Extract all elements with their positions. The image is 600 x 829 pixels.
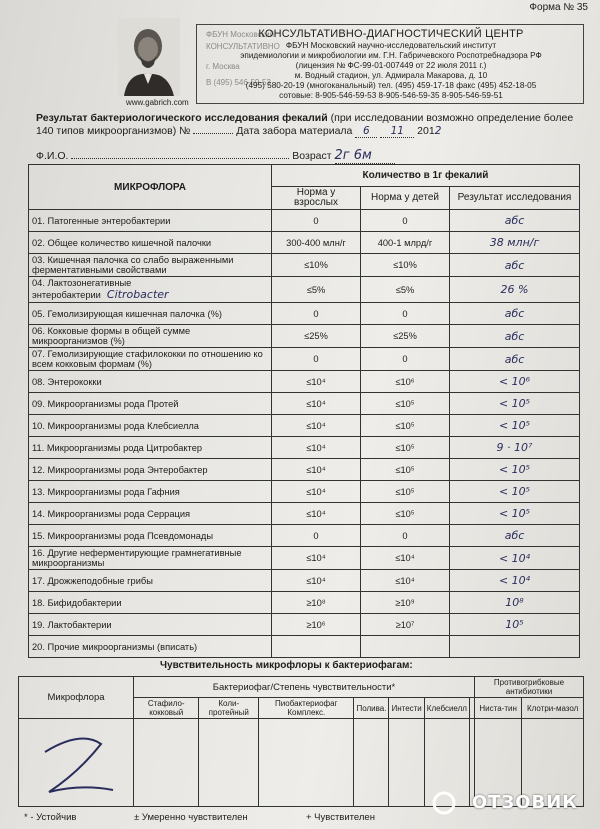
row-adult-norm-text: 0 <box>313 215 319 226</box>
row-result <box>450 570 580 592</box>
row-name-text: 02. Общее количество кишечной палочки <box>32 237 212 248</box>
sensitivity-table <box>18 676 584 807</box>
row-note: Citrobacter <box>106 288 169 301</box>
row-child-norm-text: ≤10⁵ <box>395 508 415 519</box>
row-name-text: 09. Микроорганизмы рода Протей <box>32 398 179 409</box>
row-result <box>450 481 580 503</box>
row-adult-norm <box>272 570 361 592</box>
row-result-text: абс <box>504 352 525 366</box>
row-name <box>29 636 272 658</box>
row-result-text: < 10⁵ <box>498 507 531 520</box>
table-row <box>29 570 580 592</box>
row-result <box>450 614 580 636</box>
row-name-text: 13. Микроорганизмы рода Гафния <box>32 486 180 497</box>
row-child-norm-text: ≤10⁵ <box>395 486 415 497</box>
row-name <box>29 325 272 348</box>
row-child-norm-text: ≤10⁶ <box>395 376 415 387</box>
row-name-text: 05. Гемолизирующая кишечная палочка (%) <box>32 308 223 319</box>
row-result <box>450 592 580 614</box>
result-note: (при исследовании возможно определение более <box>330 112 574 124</box>
row-result <box>450 459 580 481</box>
row-adult-norm-text: 0 <box>313 530 319 541</box>
row-adult-norm-text: ≤10⁴ <box>306 420 326 431</box>
table-row <box>29 393 580 415</box>
row-adult-norm-text: ≤10⁴ <box>306 508 326 519</box>
row-name-text: 08. Энтерококки <box>32 376 102 387</box>
ghost-text: КОНСУЛЬТАТИВНО <box>206 42 280 51</box>
row-result-text: абс <box>504 214 525 227</box>
center-line: ФБУН Московский научно-исследовательский институт <box>285 41 497 50</box>
row-result-text: 10⁸ <box>505 596 524 609</box>
row-adult-norm <box>272 303 361 325</box>
row-adult-norm-text: ≤10% <box>304 260 328 270</box>
table-row <box>29 503 580 525</box>
row-result <box>450 525 580 547</box>
row-name-text: 14. Микроорганизмы рода Серрация <box>32 508 191 519</box>
sample-date-month: 11 <box>380 125 414 138</box>
legend-moderate: ± Умеренно чувствителен <box>134 812 248 823</box>
row-adult-norm <box>272 232 361 254</box>
table-row <box>29 348 580 371</box>
center-line: эпидемиологии и микробиологии им. Г.Н. Габричевского Роспотребнадзора РФ <box>240 51 542 60</box>
center-title: КОНСУЛЬТАТИВНО-ДИАГНОСТИЧЕСКИЙ ЦЕНТР <box>258 28 524 40</box>
row-adult-norm <box>272 415 361 437</box>
row-name <box>29 348 272 371</box>
row-adult-norm-text: ≤10⁴ <box>306 464 326 475</box>
row-adult-norm <box>272 636 361 658</box>
row-child-norm <box>361 254 450 277</box>
table-row <box>29 614 580 636</box>
ghost-text: ФБУН Московский <box>206 30 275 39</box>
row-result-text: 9 · 10⁷ <box>496 441 533 454</box>
row-result-text: < 10⁵ <box>498 419 531 432</box>
row-result <box>450 371 580 393</box>
row-child-norm <box>361 614 450 636</box>
center-line: (495) 580-20-19 (многоканальный) тел. (495) 459-17-18 факс (495) 452-18-05 <box>245 81 537 90</box>
watermark-text: ОТЗОВИК <box>471 792 578 813</box>
row-adult-norm-text: ≤10⁴ <box>306 376 326 387</box>
row-adult-norm-text: ≥10⁸ <box>306 597 326 608</box>
row-name <box>29 525 272 547</box>
row-name-text: 16. Другие неферментирующие грамнегативные микроорганизмы <box>32 548 242 568</box>
row-name-text: 15. Микроорганизмы рода Псевдомонады <box>32 530 214 541</box>
table-row <box>29 277 580 303</box>
row-child-norm <box>361 393 450 415</box>
table-row <box>29 325 580 348</box>
row-name <box>29 277 272 303</box>
row-name-text: 07. Гемолизирующие стафилококки по отношению ко всем кокковым формам (%) <box>32 349 263 369</box>
sens-sub-header: Клотри-мазол <box>522 698 584 719</box>
age-label: Возраст <box>292 150 332 162</box>
row-name <box>29 415 272 437</box>
row-adult-norm <box>272 325 361 348</box>
row-adult-norm <box>272 277 361 303</box>
row-result <box>450 415 580 437</box>
row-name-text: 20. Прочие микроорганизмы (вписать) <box>32 641 198 652</box>
sample-date-year-digit: 2 <box>434 125 442 137</box>
row-child-norm-text: ≤10⁴ <box>395 553 415 563</box>
table-row <box>29 415 580 437</box>
age-value: 2г 6м <box>335 148 395 164</box>
sample-date-year-prefix: 201 <box>417 125 435 137</box>
row-name <box>29 614 272 636</box>
col-quantity-header: Количество в 1г фекалий <box>272 165 580 187</box>
row-child-norm <box>361 303 450 325</box>
row-result-text: абс <box>504 258 525 272</box>
row-result <box>450 636 580 658</box>
row-adult-norm-text: ≤10⁴ <box>306 398 326 409</box>
portrait-image <box>118 18 180 96</box>
row-adult-norm-text: ≤10⁴ <box>306 486 326 497</box>
row-result <box>450 503 580 525</box>
row-child-norm <box>361 636 450 658</box>
row-name <box>29 547 272 570</box>
table-row <box>29 459 580 481</box>
row-result-text: 38 млн/г <box>489 236 540 249</box>
sens-col-phage: Бактериофаг/Степень чувствительности* <box>134 677 475 698</box>
row-adult-norm-text: ≤25% <box>304 331 328 341</box>
row-adult-norm <box>272 614 361 636</box>
sample-date-label: Дата забора материала <box>236 125 353 137</box>
table-row <box>29 303 580 325</box>
row-child-norm-text: ≤25% <box>393 331 417 341</box>
sens-sub-header: Ниста-тин <box>474 698 521 719</box>
row-adult-norm <box>272 481 361 503</box>
row-child-norm <box>361 525 450 547</box>
result-text: Результат бактериологического исследования фекалий <box>36 112 328 124</box>
result-line2-text: 140 типов микроорганизмов) № <box>36 125 191 137</box>
row-result <box>450 303 580 325</box>
row-adult-norm <box>272 525 361 547</box>
row-child-norm-text: ≤10⁴ <box>395 575 415 586</box>
row-name-text: 03. Кишечная палочка со слабо выраженными ферментативными свойствами <box>32 255 234 275</box>
sens-cell <box>19 719 134 807</box>
row-child-norm-text: 0 <box>402 354 408 364</box>
row-adult-norm <box>272 459 361 481</box>
result-line-2 <box>36 125 441 138</box>
row-result <box>450 437 580 459</box>
row-child-norm-text: ≥10⁷ <box>395 619 415 630</box>
table-row <box>29 525 580 547</box>
table-row <box>29 636 580 658</box>
row-child-norm <box>361 547 450 570</box>
row-name-text: 06. Кокковые формы в общей сумме микроорганизмов (%) <box>32 326 191 346</box>
sens-sub-header: Клебсиелл <box>424 698 469 719</box>
row-name <box>29 371 272 393</box>
number-field <box>193 133 233 134</box>
row-child-norm <box>361 371 450 393</box>
row-adult-norm <box>272 371 361 393</box>
fio-label: Ф.И.О. <box>36 150 69 162</box>
row-result-text: 26 % <box>500 283 529 296</box>
sens-sub-header: Пиобактериофаг Комплекс. <box>259 698 354 719</box>
ghost-text: В (495) 546-59-53 <box>206 78 271 87</box>
row-child-norm <box>361 415 450 437</box>
row-child-norm <box>361 503 450 525</box>
row-name-text: 04. Лактозонегативные энтеробактерии <box>32 278 132 300</box>
sens-cell <box>354 719 389 807</box>
row-child-norm <box>361 325 450 348</box>
table-row <box>29 437 580 459</box>
row-result <box>450 348 580 371</box>
row-adult-norm-text: 0 <box>313 308 319 319</box>
row-child-norm-text: 400-1 млрд/г <box>377 237 433 248</box>
row-child-norm-text: ≤10⁵ <box>395 464 415 475</box>
row-child-norm <box>361 459 450 481</box>
row-child-norm-text: ≤10⁵ <box>395 420 415 431</box>
sens-col-antifungal: Противогрибковые антибиотики <box>474 677 583 698</box>
row-result-text: абс <box>504 307 525 320</box>
row-name-text: 18. Бифидобактерии <box>32 597 122 608</box>
row-name <box>29 254 272 277</box>
row-result-text: < 10⁴ <box>498 551 531 565</box>
fio-field <box>71 158 289 159</box>
row-result-text: < 10⁶ <box>498 375 531 388</box>
sens-cell <box>199 719 259 807</box>
center-line: м. Водный стадион, ул. Адмирала Макарова, д. 10 <box>294 71 488 80</box>
row-name <box>29 481 272 503</box>
col-child-header: Норма у детей <box>361 187 450 210</box>
row-adult-norm <box>272 503 361 525</box>
row-adult-norm-text: ≤10⁴ <box>306 575 326 586</box>
row-name-text: 17. Дрожжеподобные грибы <box>32 575 153 586</box>
row-result <box>450 254 580 277</box>
fio-line <box>36 148 395 164</box>
legend-resistant: * - Устойчив <box>24 812 77 823</box>
result-title <box>36 112 573 124</box>
row-child-norm <box>361 210 450 232</box>
row-result <box>450 232 580 254</box>
col-microflora-header: МИКРОФЛОРА <box>29 165 272 210</box>
row-name <box>29 592 272 614</box>
table-row <box>29 371 580 393</box>
row-result-text: 10⁵ <box>505 618 524 631</box>
row-result-text: < 10⁵ <box>498 463 531 476</box>
portrait-caption: www.gabrich.com <box>126 98 189 107</box>
row-adult-norm-text: ≤5% <box>306 284 326 295</box>
row-child-norm-text: ≤10⁵ <box>395 398 415 409</box>
row-name-text: 19. Лактобактерии <box>32 619 112 630</box>
row-child-norm-text: 0 <box>402 308 408 319</box>
row-result <box>450 393 580 415</box>
row-adult-norm <box>272 348 361 371</box>
row-child-norm-text: ≥10⁹ <box>395 597 415 608</box>
row-name <box>29 303 272 325</box>
row-adult-norm-text: 0 <box>313 354 319 364</box>
row-result-text: абс <box>504 329 525 343</box>
sens-cell <box>134 719 199 807</box>
sens-sub-header: Стафило-кокковый <box>134 698 199 719</box>
row-result-text: < 10⁵ <box>498 397 531 410</box>
row-result-text: < 10⁵ <box>498 485 531 498</box>
row-adult-norm-text: ≤10⁴ <box>306 442 326 453</box>
row-result <box>450 547 580 570</box>
handwritten-mark <box>31 722 121 802</box>
row-name <box>29 503 272 525</box>
row-child-norm <box>361 348 450 371</box>
row-child-norm <box>361 592 450 614</box>
sens-sub-header: Полива. <box>354 698 389 719</box>
row-result-text: абс <box>504 529 525 542</box>
row-name-text: 11. Микроорганизмы рода Цитробактер <box>32 442 203 453</box>
col-result-header: Результат исследования <box>450 187 580 210</box>
table-row <box>29 547 580 570</box>
row-child-norm-text: 0 <box>402 215 408 226</box>
row-child-norm-text: ≤10% <box>393 260 417 270</box>
row-name <box>29 393 272 415</box>
row-adult-norm <box>272 210 361 232</box>
row-name <box>29 437 272 459</box>
microflora-table <box>28 164 580 658</box>
sensitivity-title: Чувствительность микрофлоры к бактериофагам: <box>160 660 413 671</box>
row-name-text: 12. Микроорганизмы рода Энтеробактер <box>32 464 208 475</box>
row-child-norm-text: 0 <box>402 530 408 541</box>
col-adult-header: Норма у взрослых <box>272 187 361 210</box>
row-child-norm <box>361 437 450 459</box>
row-child-norm-text: ≤5% <box>395 284 415 295</box>
row-adult-norm <box>272 592 361 614</box>
row-name <box>29 232 272 254</box>
table-row <box>29 481 580 503</box>
row-adult-norm <box>272 393 361 415</box>
row-adult-norm <box>272 437 361 459</box>
row-name <box>29 210 272 232</box>
sample-date-day: 6 <box>355 125 377 138</box>
row-child-norm <box>361 232 450 254</box>
sens-cell <box>389 719 424 807</box>
row-name-text: 01. Патогенные энтеробактерии <box>32 215 171 226</box>
center-line: сотовые: 8-905-546-59-53 8-905-546-59-35 8-905-546-59-51 <box>279 91 503 100</box>
sens-sub-header: Интести <box>389 698 424 719</box>
row-adult-norm-text: ≤10⁴ <box>306 553 326 563</box>
row-adult-norm <box>272 254 361 277</box>
table-row <box>29 232 580 254</box>
sens-col-microflora: Микрофлора <box>19 677 134 719</box>
row-result <box>450 325 580 348</box>
row-adult-norm <box>272 547 361 570</box>
legend-sensitive: + Чувствителен <box>306 812 375 823</box>
form-number: Форма № 35 <box>529 2 588 13</box>
table-row <box>29 254 580 277</box>
table-row <box>29 210 580 232</box>
row-child-norm-text: ≤10⁵ <box>395 442 415 453</box>
row-child-norm <box>361 277 450 303</box>
row-adult-norm-text: ≥10⁶ <box>306 619 326 630</box>
row-name <box>29 570 272 592</box>
row-child-norm <box>361 570 450 592</box>
sens-cell <box>259 719 354 807</box>
table-row <box>29 592 580 614</box>
row-name-text: 10. Микроорганизмы рода Клебсиелла <box>32 420 199 431</box>
sens-sub-header: Коли-протейный <box>199 698 259 719</box>
ghost-text: г. Москва <box>206 62 240 71</box>
row-result <box>450 277 580 303</box>
row-name <box>29 459 272 481</box>
row-result <box>450 210 580 232</box>
center-line: (лицензия № ФС-99-01-007449 от 22 июля 2011 г.) <box>295 61 487 70</box>
row-result-text: < 10⁴ <box>498 574 531 587</box>
row-adult-norm-text: 300-400 млн/г <box>286 237 346 248</box>
row-child-norm <box>361 481 450 503</box>
